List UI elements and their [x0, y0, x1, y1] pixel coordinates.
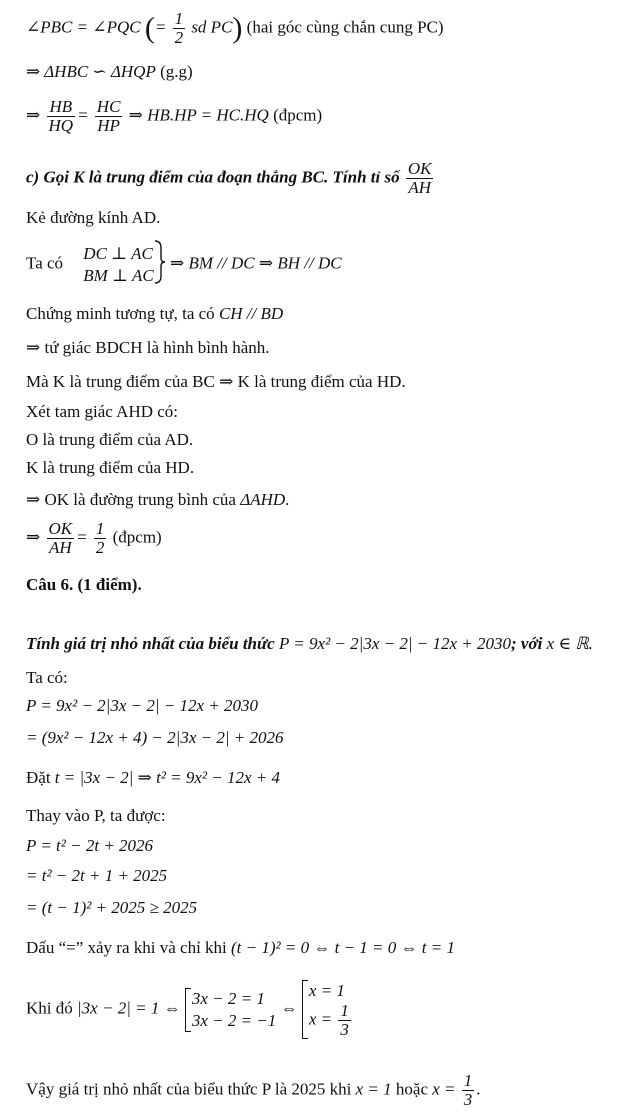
line-consider: Xét tam giác AHD có: — [26, 402, 179, 421]
line-system-perp: Ta có DC ⊥ AC BM ⊥ AC ⇒ BM // DC ⇒ BH // DC — [26, 240, 342, 289]
fraction-one-third: $\frac{1}{3}$ — [340, 1001, 349, 1039]
line-angle-equality: ∠PBC = ∠PQC (= $\frac{1}{2}$ sd PC) (hai góc cùng chắn cung PC) — [26, 9, 444, 47]
fraction-one-third-final: $\frac{1}{3}$ — [463, 1071, 473, 1109]
system-cases-1: 3x − 2 = 1 3x − 2 = −1 — [185, 988, 276, 1032]
fraction-one-half: $\frac{1}{2}$ — [95, 519, 105, 557]
line-k-midpoint: Mà K là trung điểm của BC ⇒ K là trung điểm của HD. — [26, 372, 406, 391]
note-dpcm: (đpcm) — [273, 105, 323, 125]
line-substitution: Đặt t = |3x − 2| ⇒ t² = 9x² − 12x + 4 — [26, 768, 281, 787]
math-p-line1: P = 9x² − 2|3x − 2| − 12x + 2030 — [26, 696, 259, 715]
line-replace: Thay vào P, ta được: — [26, 806, 166, 825]
line-o-midpoint: O là trung điểm của AD. — [26, 430, 194, 449]
math-q-line3: = (t − 1)² + 2025 ≥ 2025 — [26, 898, 198, 917]
system-cases-2: x = 1 x = $\frac{1}{3}$ — [302, 980, 353, 1039]
fraction-ok-ah: $\frac{OK}{AH}$ — [407, 159, 432, 197]
paren-open: ( — [144, 11, 155, 45]
fraction-ok-ah-result: $\frac{OK}{AH}$ — [48, 519, 73, 557]
math-expression-p: P = 9x² − 2|3x − 2| − 12x + 2030 — [278, 634, 511, 653]
line-conclusion: Vậy giá trị nhỏ nhất của biểu thức P là 2025 khi x = 1 hoặc x = $\frac{1}{3}$ . — [26, 1071, 481, 1109]
line-solve-absolute: Khi đó |3x − 2| = 1 ⇔ 3x − 2 = 1 3x − 2 = −1 ⇔ x = 1 x = $\frac{1}{3}$ — [26, 980, 353, 1039]
line-equality-condition: Dấu “=” xảy ra khi và chỉ khi (t − 1)² = 0 ⇔ t − 1 = 0 ⇔ t = 1 — [26, 938, 455, 957]
math-q-line1: P = t² − 2t + 2026 — [26, 836, 154, 855]
math-parallel: ⇒ BM // DC ⇒ BH // DC — [170, 253, 342, 273]
line-midline: ⇒ OK là đường trung bình của ΔAHD. — [26, 490, 290, 509]
math-arc: sd PC — [191, 17, 233, 37]
math-p-line2: = (9x² − 12x + 4) − 2|3x − 2| + 2026 — [26, 728, 284, 747]
right-brace-icon — [154, 240, 166, 289]
paren-close: ) — [232, 11, 243, 45]
line-diameter: Kẻ đường kính AD. — [26, 208, 161, 227]
line-ratio: ⇒ $\frac{HB}{HQ}$ = $\frac{HC}{HP}$ ⇒ HB.HP = HC.HQ (đpcm) — [26, 97, 323, 135]
math-product: ⇒ HB.HP = HC.HQ — [128, 105, 269, 125]
fraction-half: $\frac{1}{2}$ — [174, 9, 184, 47]
note-arc: (hai góc cùng chắn cung PC) — [246, 17, 444, 37]
question-6-statement: Tính giá trị nhỏ nhất của biểu thức P = 9x² − 2|3x − 2| − 12x + 2030; với x ∈ ℝ. — [26, 634, 593, 653]
note-gg: (g.g) — [160, 62, 193, 81]
fraction-hc-hp: $\frac{HC}{HP}$ — [96, 97, 121, 135]
line-result-ratio: ⇒ $\frac{OK}{AH}$ = $\frac{1}{2}$ (đpcm) — [26, 519, 162, 557]
line-similarly: Chứng minh tương tự, ta có CH // BD — [26, 304, 284, 323]
heading-part-c: c) Gọi K là trung điểm của đoạn thẳng BC. Tính tỉ số $\frac{OK}{AH}$ — [26, 159, 432, 197]
line-similar — [26, 62, 193, 82]
line-k-midpoint-hd: K là trung điểm của HD. — [26, 458, 195, 477]
fraction-hb-hq: $\frac{HB}{HQ}$ — [48, 97, 74, 135]
heading-question-6: Câu 6. (1 điểm). — [26, 575, 142, 594]
line-we-have: Ta có: — [26, 668, 68, 687]
math-similar: ⇒ ΔHBC ∽ ΔHQP — [26, 62, 156, 81]
system-perp: DC ⊥ AC BM ⊥ AC — [83, 243, 154, 285]
math-angle: ∠PBC = ∠PQC — [26, 17, 141, 37]
math-q-line2: = t² − 2t + 1 + 2025 — [26, 866, 168, 885]
line-parallelogram: ⇒ tứ giác BDCH là hình bình hành. — [26, 338, 270, 357]
